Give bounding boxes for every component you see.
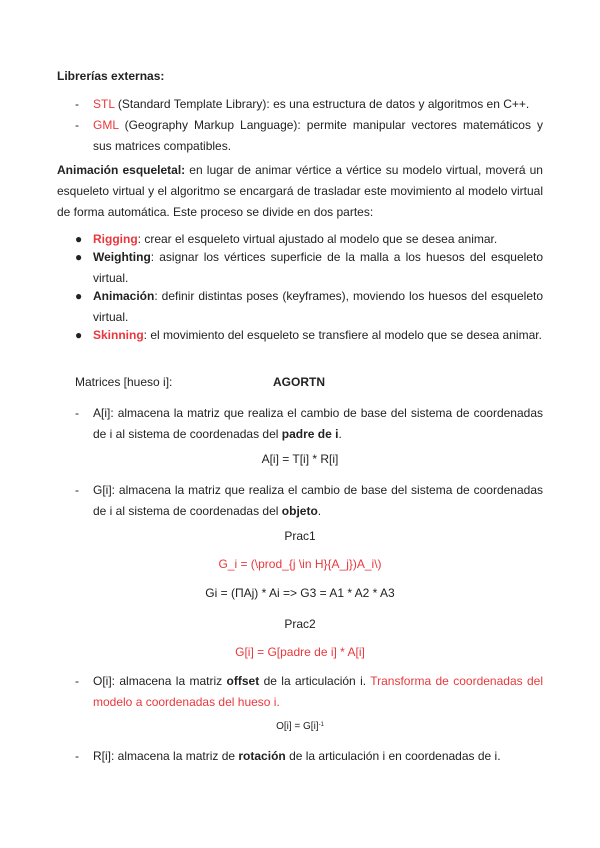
bullet-rigging: Rigging: crear el esqueleto virtual ajustado al modelo que se desea animar.: [93, 232, 498, 246]
prac1-latex: G_i = (\prod_{j \in H}{A_j})A_i\): [218, 557, 382, 571]
bullet-weighting: Weighting: asignar los vértices superficie de la malla a los huesos del esqueleto virtual.: [93, 250, 543, 285]
dash-marker: -: [75, 674, 79, 688]
bullet-dot: ●: [75, 289, 83, 303]
heading-libs: Librerías externas:: [57, 69, 165, 83]
bullet-dot: ●: [75, 328, 83, 342]
item-r: R[i]: almacena la matriz de rotación de la articulación i en coordenadas de i.: [93, 749, 501, 763]
item-g: G[i]: almacena la matriz que realiza el cambio de base del sistema de coordenadas de i al sistema de coordenadas del objeto.: [93, 483, 543, 518]
dash-marker: -: [75, 406, 79, 420]
dash-marker: -: [75, 483, 79, 497]
matrices-label: Matrices [hueso i]:: [75, 375, 173, 389]
list-item-stl: STL (Standard Template Library): es una estructura de datos y algoritmos en C++.: [93, 97, 530, 111]
bullet-animacion: Animación: definir distintas poses (keyframes), moviendo los huesos del esqueleto virtual.: [93, 289, 543, 324]
dash-marker: -: [75, 97, 79, 111]
item-o: O[i]: almacena la matriz offset de la articulación i. Transforma de coordenadas del modelo a coordenadas del hueso i.: [93, 674, 544, 709]
dash-marker: -: [75, 749, 79, 763]
bullet-skinning: Skinning: el movimiento del esqueleto se transfiere al modelo que se desea animar.: [93, 328, 542, 342]
formula-a: A[i] = T[i] * R[i]: [261, 452, 339, 466]
prac1-label: Prac1: [284, 529, 316, 543]
agortn-label: AGORTN: [273, 375, 325, 389]
bullet-dot: ●: [75, 232, 83, 246]
prac1-formula: Gi = (ΠAj) * Ai => G3 = A1 * A2 * A3: [205, 586, 395, 600]
item-a: A[i]: almacena la matriz que realiza el cambio de base del sistema de coordenadas de i al sistema de coordenadas del padre de i.: [93, 406, 543, 441]
prac2-label: Prac2: [284, 617, 316, 631]
prac2-formula: G[i] = G[padre de i] * A[i]: [235, 645, 365, 659]
dash-marker: -: [75, 118, 79, 132]
anim-paragraph: Animación esqueletal: en lugar de animar vértice a vértice su modelo virtual, moverá un esqueleto virtual y el algoritmo se encargará de trasladar este movimiento al modelo virtual de forma automática. Este proceso se divide en dos partes:: [57, 163, 543, 219]
list-item-gml: GML (Geography Markup Language): permite manipular vectores matemáticos y sus matrices compatibles.: [93, 118, 543, 153]
bullet-dot: ●: [75, 250, 83, 264]
formula-o: $O[i] = G[i]^{-1}$: [276, 721, 324, 732]
